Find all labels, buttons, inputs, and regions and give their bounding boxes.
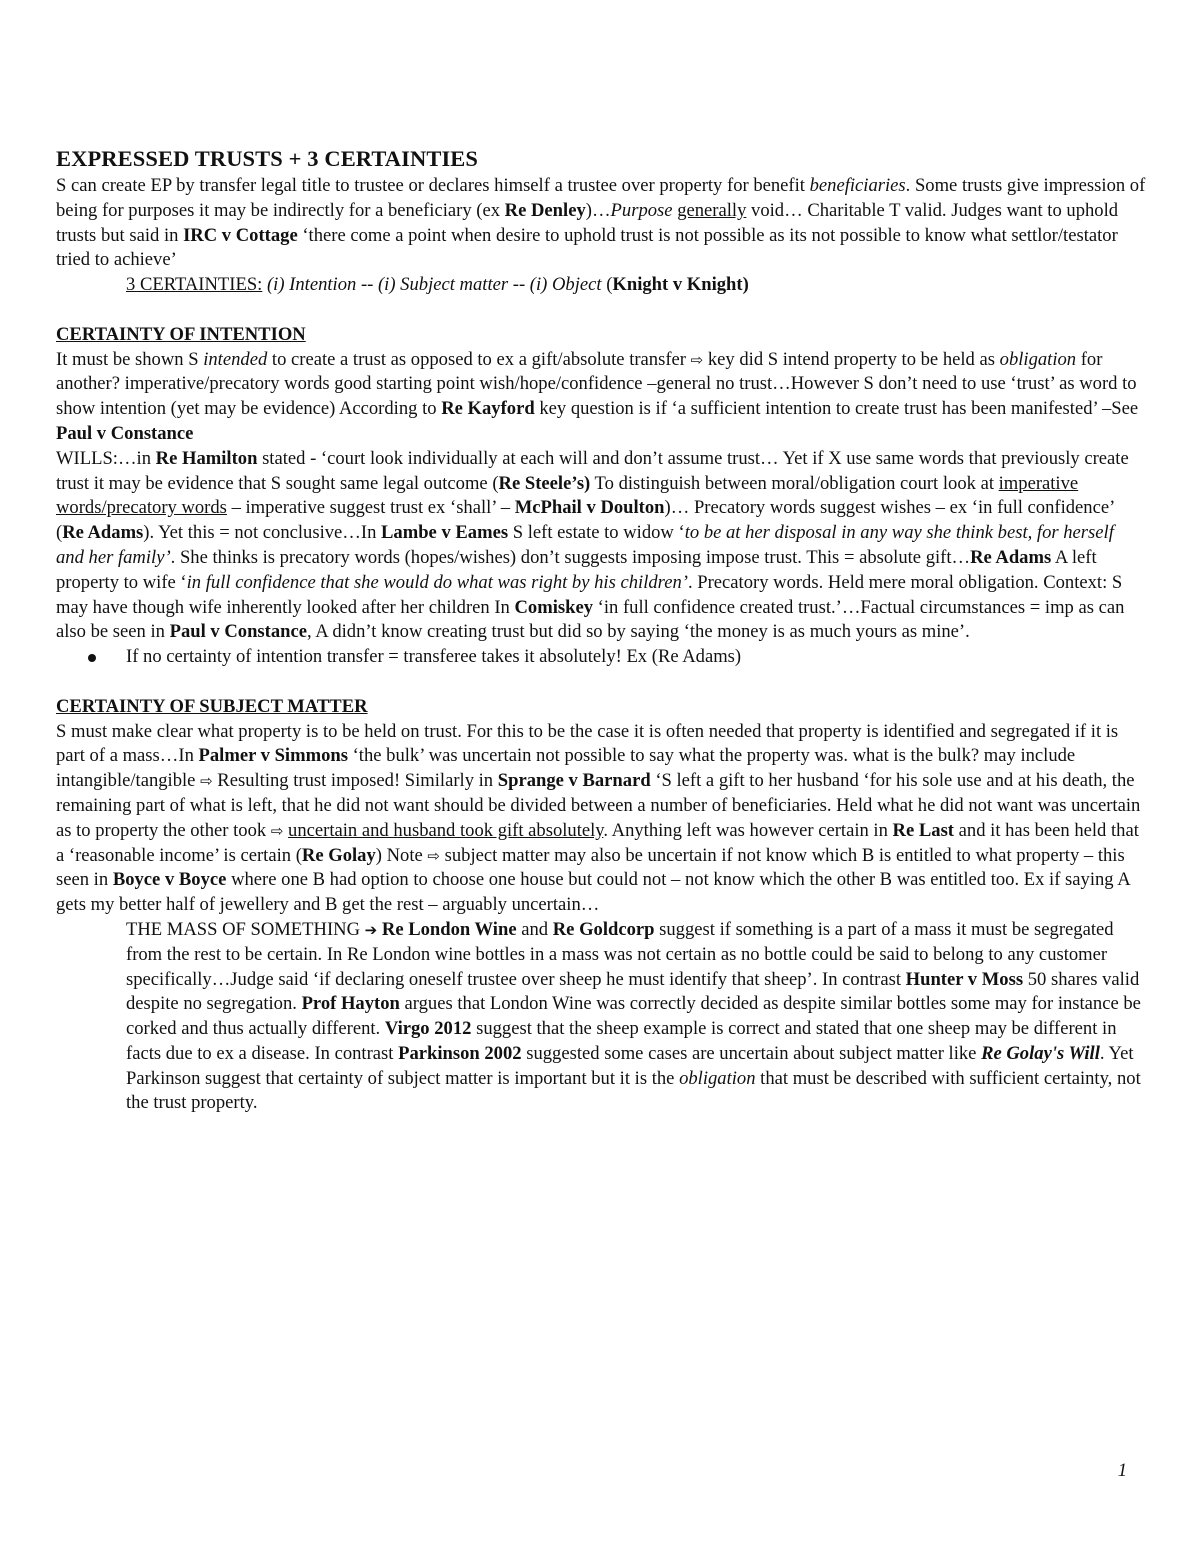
body-text: and it has been held that a ‘reasonable income’ is certain ( [56,819,1139,866]
case-name: Re Denley [504,199,586,221]
body-text: ‘S left a gift to her husband ‘for his sole use and at his death, the remaining part of what is left, that he did not want should be divided between a number of beneficiaries. Held what he did not want was uncertain as to property the other took [56,770,1141,841]
body-text: subject matter may also be uncertain if not know which B is entitled to what property – this seen in [56,844,1125,891]
page-number: 1 [1117,1460,1127,1481]
arrow-right-bold-icon: ➔ [364,920,378,939]
bullet-text: If no certainty of intention transfer = transferee takes it absolutely! Ex (Re Adams) [126,646,742,668]
body-text: where one B had option to choose one house but could not – not know which the other B was entitled too. Ex if saying A gets my better half of jewellery and B get the rest – arguably uncertain… [56,869,1130,916]
case-name: Palmer v Simmons [198,745,348,767]
case-name: Paul v Constance [169,621,308,643]
case-name: Hunter v Moss [905,968,1024,990]
body-text: suggest that the sheep example is correct and stated that one sheep may be different in facts due to ex a disease. In contrast [126,1018,1117,1064]
intention-paragraph [56,348,1146,447]
certainties-label: 3 CERTAINTIES: [126,274,263,296]
intro-text: S can create EP by transfer legal title to trustee or declares himself a trustee over property for benefit [56,175,810,196]
body-text: )… Precatory words suggest wishes – ex ‘in full confidence’ ( [56,497,1114,544]
body-text: and [516,918,553,940]
intro-underline: generally [677,199,747,221]
body-text: . Anything left was however certain in [603,819,893,841]
body-text: argues that London Wine was correctly decided as despite similar bottles some may for instance be corked and thus actually different. [126,993,1141,1040]
body-text: ‘the bulk’ was uncertain not possible to say what the property was. what is the bulk? may include intangible/tangible [56,745,1076,792]
case-name: Re Last [892,819,955,841]
case-name: Lambe v Eames [381,522,509,544]
certainties-items: (i) Intention -- (i) Subject matter -- (i) Object [262,274,602,296]
case-name: McPhail v Doulton [514,497,665,519]
case-name: Re Goldcorp [552,918,655,940]
case-name: Parkinson 2002 [398,1042,522,1064]
case-name: Re Adams [970,546,1052,568]
body-text: ) Note [375,844,428,866]
wills-paragraph [56,447,1146,645]
intro-paragraph [56,174,1146,273]
body-text: S left estate to widow ‘ [508,522,685,544]
intro-text: ‘there come a point when desire to uphold trust is not possible as its not possible to know what settlor/testator tried to achieve’ [56,224,1118,271]
body-emphasis: intended [203,348,268,370]
section-heading-intention: CERTAINTY OF INTENTION [56,323,306,345]
case-name: Re Adams [62,522,144,544]
section-heading-subject-matter: CERTAINTY OF SUBJECT MATTER [56,695,368,717]
subject-paragraph [56,720,1146,918]
body-text: To distinguish between moral/obligation court look at [590,472,999,494]
case-name: Virgo 2012 [384,1018,472,1040]
body-text: S must make clear what property is to be held on trust. For this to be the case it is often needed that property is identified and segregated if it is part of a mass…In [56,720,1119,767]
body-emphasis: in full confidence that she would do what was right by his children’ [186,571,688,593]
arrow-right-icon: ⇨ [270,821,284,840]
bullet-icon [56,645,126,670]
intro-text: . Some trusts give impression of being for purposes it may be indirectly for a beneficiary (ex [56,175,1146,221]
body-text: THE MASS OF SOMETHING [126,918,365,940]
body-text: 50 shares valid despite no segregation. [126,968,1140,1015]
body-text: key did S intend property to be held as [703,348,1000,370]
document-title: EXPRESSED TRUSTS + 3 CERTAINTIES [56,146,479,171]
case-name: Re Golay's Will [981,1042,1100,1064]
mass-paragraph [56,918,1146,1116]
body-text: ). Yet this = not conclusive…In [143,522,382,544]
body-text: . She thinks is precatory words (hopes/wishes) don’t suggests imposing impose trust. This = absolute gift… [170,546,971,568]
bullet-item [56,645,1146,670]
body-underline: imperative words/precatory words [56,472,1079,519]
body-text: stated - ‘court look individually at each will and don’t assume trust… Yet if X use same words that previously create trust it may be evidence that S sought same legal outcome ( [56,447,1129,494]
body-text: ‘in full confidence created trust.’…Factual circumstances = imp as can also be seen in [56,596,1125,643]
body-text: to create a trust as opposed to ex a gift/absolute transfer [267,348,691,370]
document-page [56,144,1146,1116]
body-underline: uncertain and husband took gift absolutely [288,819,604,841]
arrow-right-icon: ⇨ [427,846,440,865]
case-name: Re London Wine [381,918,517,940]
case-name: Re Kayford [441,398,535,420]
body-text: for another? imperative/precatory words good starting point wish/hope/confidence –general no trust…However S don’t need to use ‘trust’ as word to show intention (yet may be evidence) According to [56,348,1137,420]
case-name: Re Golay [301,844,376,866]
certainties-line: 3 CERTAINTIES: (i) Intention -- (i) Subject matter -- (i) Object (Knight v Knight) [126,274,749,296]
body-emphasis: to be at her disposal in any way she think best, for herself and her family’ [56,522,1114,568]
body-text: . Yet Parkinson suggest that certainty of subject matter is important but it is the [126,1042,1134,1089]
case-name: Comiskey [514,596,593,618]
body-text: A left property to wife ‘ [56,546,1097,593]
case-name: Knight v Knight [612,274,743,296]
body-text: suggested some cases are uncertain about subject matter like [521,1042,982,1064]
body-text: suggest if something is a part of a mass it must be segregated from the rest to be certain. In Re London wine bottles in a mass was not certain as no bottle could be said to belong to any customer specifically…Judge said ‘if declaring oneself trustee over sheep he must identify that sheep’. In contrast [126,918,1114,990]
case-name: IRC v Cottage [183,224,298,246]
body-text: – imperative suggest trust ex ‘shall’ – [226,497,515,519]
body-emphasis: obligation [999,348,1077,370]
body-text: that must be described with sufficient certainty, not the trust property. [126,1067,1141,1114]
intro-text: void… Charitable T valid. Judges want to uphold trusts but said in [56,199,1119,246]
case-name: Prof Hayton [301,993,400,1015]
body-emphasis: obligation [679,1067,756,1089]
arrow-right-icon: ⇨ [690,350,704,369]
intro-emphasis: Purpose [610,199,673,221]
case-name: Re Steele’s) [498,472,591,494]
intro-text: )… [585,199,611,221]
arrow-right-icon: ⇨ [200,772,213,791]
body-text: . Precatory words. Held mere moral obligation. Context: S may have though wife inherently looked after her children In [56,571,1123,618]
body-text: It must be shown S [56,348,204,370]
body-text: WILLS:…in [56,447,156,469]
body-text: key question is if ‘a sufficient intention to create trust has been manifested’ –See [534,398,1139,420]
body-text: , A didn’t know creating trust but did so by saying ‘the money is as much yours as mine’. [307,621,970,643]
intro-emphasis: beneficiaries [809,175,906,196]
case-name: Boyce v Boyce [112,869,227,891]
case-name: Sprange v Barnard [497,770,651,792]
case-name: Paul v Constance [56,422,194,444]
case-name: Re Hamilton [155,447,258,469]
body-text: Resulting trust imposed! Similarly in [212,770,498,792]
